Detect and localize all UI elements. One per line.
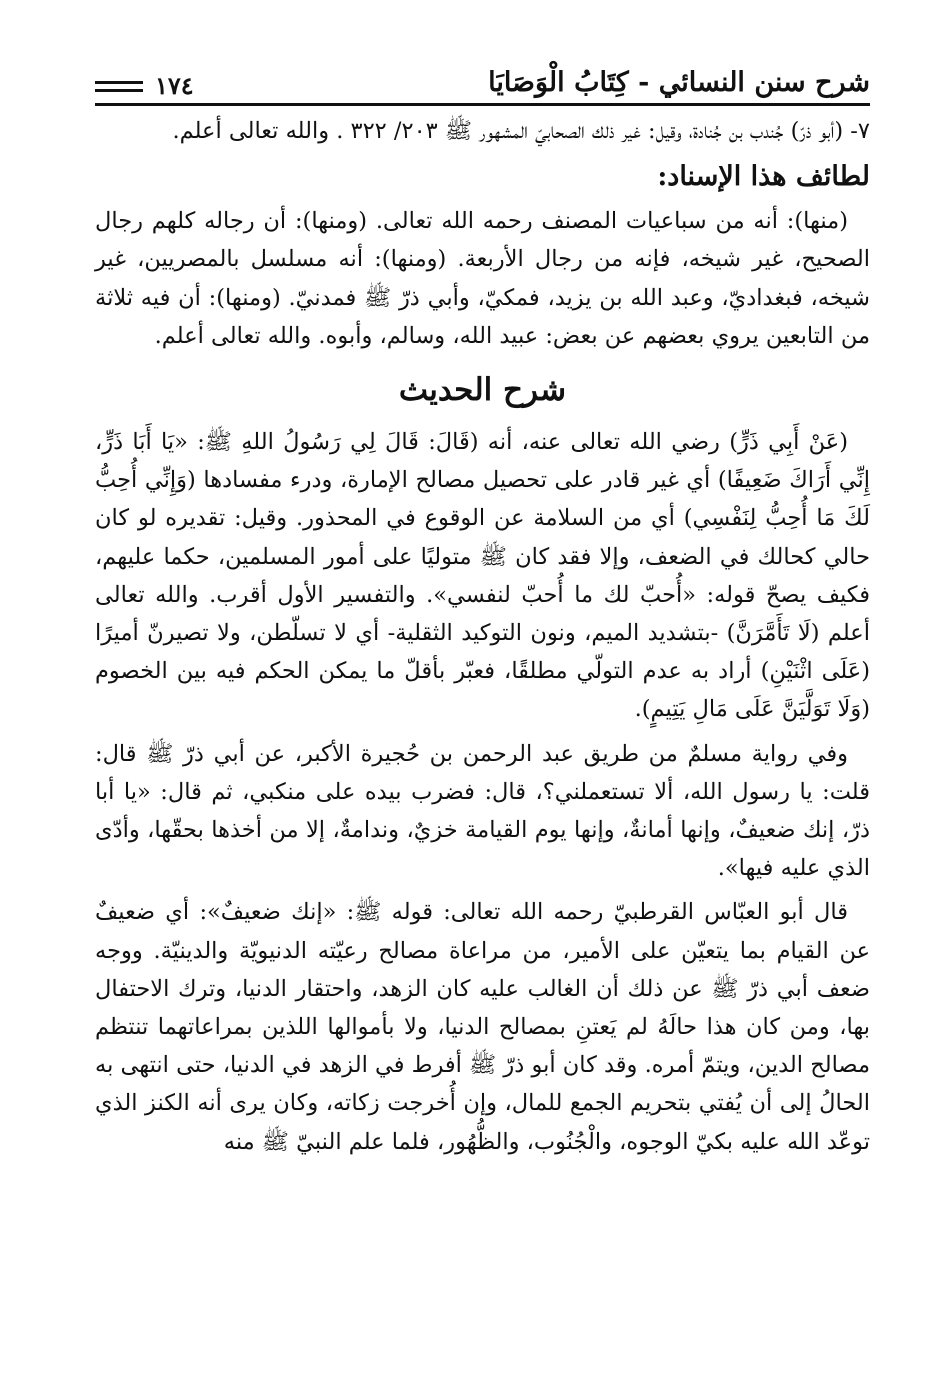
sharh-heading: شرح الحديث — [398, 372, 567, 409]
book-page — [95, 55, 870, 1161]
sharh-paragraph: قال أبو العبّاس القرطبيّ رحمه الله تعالى: قوله ﷺ: «إنك ضعيفٌ»: أي ضعيفٌ عن القيام بما يتعيّن على الأمير، من مراعاة مصالح رعيّته الدنيويّة والدينيّة. ووجه ضعف أبي ذرّ ﷺ عن ذلك أن الغالب عليه كان الزهد، واحتقار الدنيا، وترك الاحتفال بها، ومن كان هذا حالَهُ لم يَعتنِ بمصالح الدنيا، ولا بأموالها اللذين بمراعاتهما تنتظم مصالح الدين، ويتمّ أمره. وقد كان أبو ذرّ ﷺ أفرط في الزهد في الدنيا، حتى انتهى به الحالُ إلى أن يُفتي بتحريم الجمع للمال، وإن أُخرجت زكاته، وكان يرى أنه الكنز الذي توعّد الله عليه بكيّ الوجوه، والْجُنُوب، والظُّهُور، فلما علم النبيّ ﷺ منه — [95, 899, 870, 1155]
page-number: ١٧٤ — [155, 71, 194, 100]
lataif-heading: لطائف هذا الإسناد: — [657, 161, 870, 193]
sharh-paragraph: (عَنْ أَبِي ذَرٍّ) رضي الله تعالى عنه، أنه (قَالَ: قَالَ لِي رَسُولُ اللهِ ﷺ: «يَا أَبَا ذَرٍّ، إِنِّي أَرَاكَ ضَعِيفًا) أي غير قادر على تحصيل مصالح الإمارة، ودرء مفسادها (وَإِنِّي أُحِبُّ لَكَ مَا أُحِبُّ لِنَفْسِي) أي من السلامة عن الوقوع في المحذور. وقيل: تقديره لو كان حالي كحالك في الضعف، وإلا فقد كان ﷺ متوليًا على أمور المسلمين، حكما عليهم، فكيف يصحّ قوله: «أُحبّ لك ما أُحبّ لنفسي». والتفسير الأول أقرب. والله تعالى أعلم (لَا تَأَمَّرَنَّ) -بتشديد الميم، ونون التوكيد الثقلية- أي لا تسلّطن، ولا تصيرنّ أميرًا (عَلَى اثْنَيْنِ) أراد به عدم التولّي مطلقًا، فعبّر بأقلّ ما يمكن الحكم فيه بين الخصوم (وَلَا تَوَلَّيَنَّ عَلَى مَالِ يَتِيمٍ). — [95, 429, 870, 723]
lataif-body: (منها): أنه من سباعيات المصنف رحمه الله تعالى. (ومنها): أن رجاله كلهم رجال الصحيح، غير شيخه، فإنه من رجال الأربعة. (ومنها): أنه مسلسل بالمصريين، غير شيخه، فبغداديّ، وعبد الله بن يزيد، فمكيّ، وأبي ذرّ ﷺ فمدنيّ. (ومنها): أن فيه ثلاثة من التابعين يروي بعضهم عن بعض: عبيد الله، وسالم، وأبوه. والله تعالى أعلم. — [95, 208, 870, 349]
ornament-rule — [95, 89, 143, 92]
running-title: شرح سنن النسائي - كِتَابُ الْوَصَايَا — [488, 67, 870, 98]
narrator-note: ٧- (أبو ذرّ) جُندب بن جُنادة، وقيل: غير ذلك الصحابيّ المشهور ﷺ ٢٠٣/ ٣٢٢ . والله تعالى أعلم. — [172, 118, 870, 144]
page-number-block — [95, 71, 194, 103]
running-header — [95, 55, 870, 106]
sharh-paragraph: وفي رواية مسلمٌ من طريق عبد الرحمن بن حُجيرة الأكبر، عن أبي ذرّ ﷺ قال: قلت: يا رسول الله، ألا تستعملني؟، قال: فضرب بيده على منكبي، ثم قال: «يا أبا ذرّ، إنك ضعيفٌ، وإنها أمانةٌ، وإنها يوم القيامة خزيٌ، وندامةٌ، إلا من أخذها بحقّها، وأدّى الذي عليه فيها». — [95, 740, 870, 882]
ornament-rule — [95, 81, 143, 84]
header-ornament-rules — [95, 81, 143, 92]
